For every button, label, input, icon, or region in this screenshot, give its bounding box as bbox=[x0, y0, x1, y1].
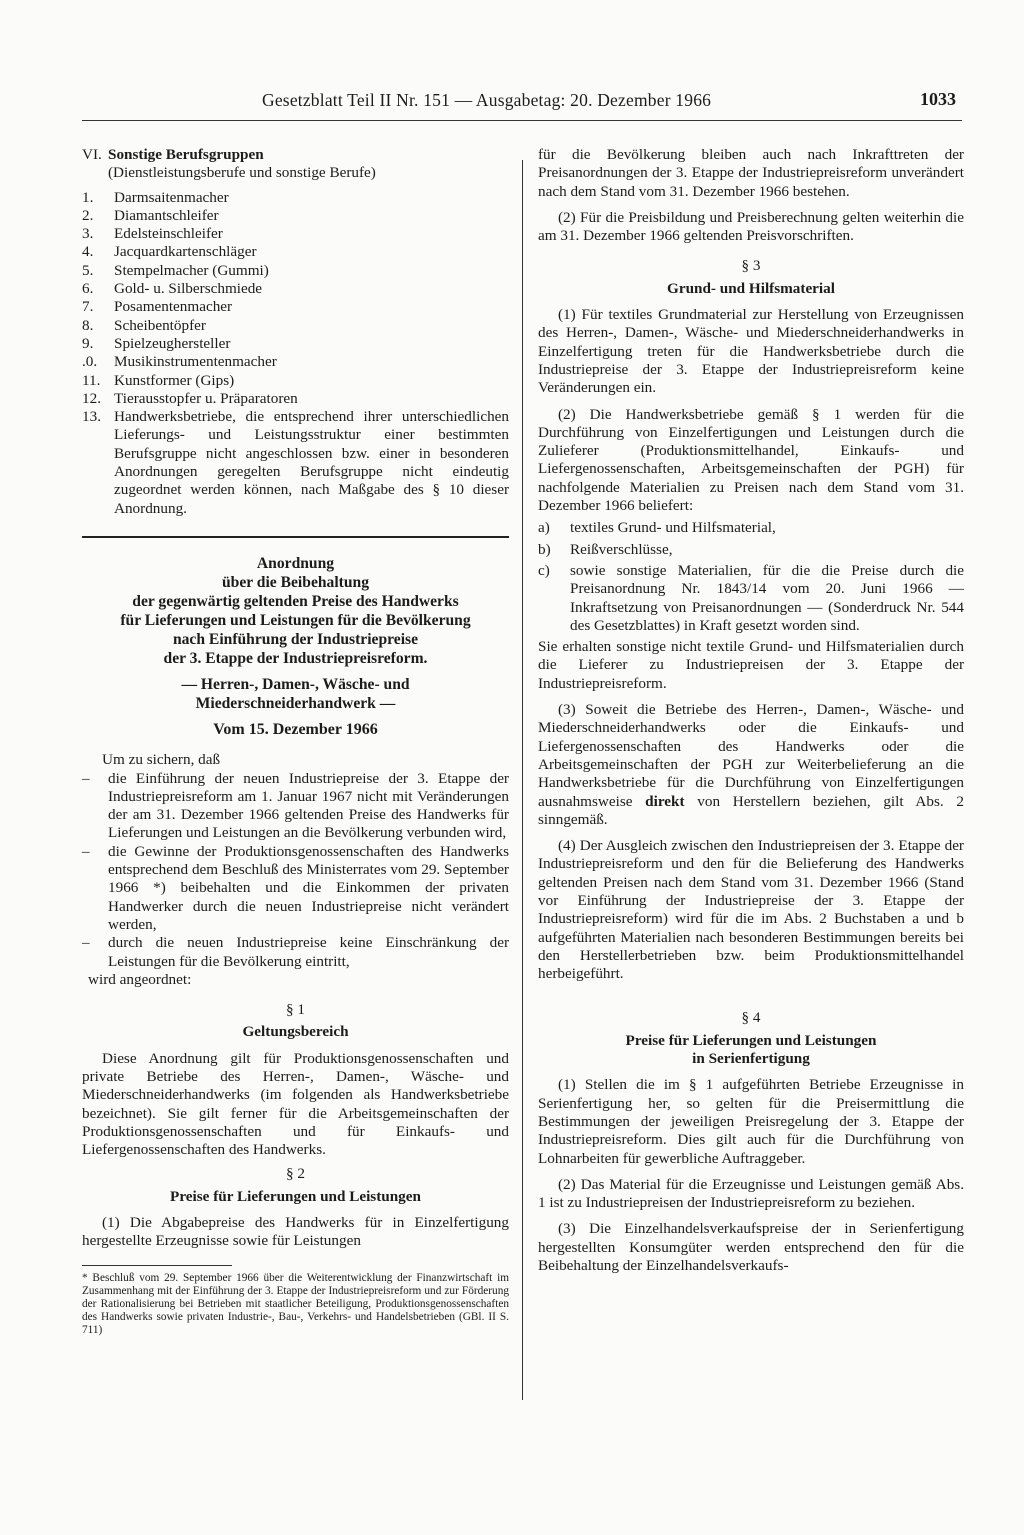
page-number: 1033 bbox=[920, 89, 956, 109]
paragraph-title: Geltungsbereich bbox=[242, 1023, 349, 1041]
occupation-text: Musikinstrumentenmacher bbox=[114, 353, 277, 371]
paragraph-text: für die Bevölkerung bleiben auch nach Inkrafttreten der Preisanordnungen der 3. Etappe der Industriepreisreform unverändert nach dem Stand vom 31. Dezember 1966 bestehen. bbox=[538, 146, 964, 200]
paragraph-number: § 1 bbox=[286, 1001, 305, 1019]
footnote: * Beschluß vom 29. September 1966 über die Weiterentwicklung der Finanzwirtschaft im Zusammenhang mit der Einführung der 3. Etappe der Industriepreisreform und zur Förderung der Rationalisierung bei Betrieben mit staatlicher Beteiligung, Produktionsgenossenschaften des Handwerks sowie privaten Industrie-, Bau-, Verkehrs- und Handelsbetrieben (GBl. II S. 711) bbox=[82, 1271, 509, 1337]
paragraph-text: (1) Für textiles Grundmaterial zur Herstellung von Erzeugnissen des Herren-, Damen-, Wäsche- und Miederschneiderhandwerks in Einzelfertigung treten für die Handwerksbetriebe durch die Industriepreise der 3. Etappe der Industriepreisreform keine Veränderungen ein. bbox=[538, 306, 964, 397]
paragraph-text: (3) Die Einzelhandelsverkaufspreise der in Serienfertigung hergestellten Konsumgüter werden entsprechend den für die Beibehaltung der Einzelhandelsverkaufs- bbox=[538, 1220, 964, 1275]
occupation-item bbox=[82, 372, 509, 390]
paragraph-title-line: in Serienfertigung bbox=[692, 1050, 810, 1068]
occupation-number: 13. bbox=[82, 408, 101, 426]
occupation-number: 2. bbox=[82, 206, 94, 224]
section-number: VI. bbox=[82, 146, 102, 163]
dash-list-item bbox=[82, 843, 509, 934]
occupation-number: 5. bbox=[82, 261, 94, 279]
dash-list-item bbox=[82, 770, 509, 843]
paragraph-title-line: Preise für Lieferungen und Leistungen bbox=[625, 1031, 877, 1049]
occupation-list bbox=[82, 189, 509, 518]
paragraph-number: § 3 bbox=[741, 257, 761, 275]
ordinance-title-line: der 3. Etappe der Industriepreisreform. bbox=[163, 649, 428, 667]
material-item bbox=[538, 562, 964, 635]
ordinance-subtitle-line: Miederschneiderhandwerk — bbox=[195, 694, 396, 712]
intro-text: Um zu sichern, daß bbox=[102, 751, 221, 769]
ordinance-subtitle-line: — Herren-, Damen-, Wäsche- und bbox=[181, 675, 410, 693]
section-heading bbox=[82, 146, 509, 164]
material-label: b) bbox=[538, 540, 551, 558]
occupation-number: 4. bbox=[82, 243, 94, 261]
occupation-item bbox=[82, 189, 509, 207]
material-list bbox=[538, 519, 964, 635]
occupation-text: Jacquardkartenschläger bbox=[114, 243, 257, 261]
dash-bullet: – bbox=[82, 842, 90, 860]
occupation-number: 9. bbox=[82, 334, 94, 352]
occupation-item bbox=[82, 298, 509, 316]
ordinance-subtitle bbox=[82, 675, 509, 713]
ordinance-title-line: Anordnung bbox=[256, 554, 335, 572]
occupation-item bbox=[82, 335, 509, 353]
paragraph-text: Sie erhalten sonstige nicht textile Grund- und Hilfsmaterialien durch die Lieferer zu Industriepreisen der 3. Etappe der Industriepreisreform. bbox=[538, 638, 964, 692]
text-run: von Herstellern beziehen, gilt Abs. 2 sinngemäß. bbox=[538, 792, 964, 828]
material-text: Reißverschlüsse, bbox=[570, 540, 673, 558]
material-text: sowie sonstige Materialien, für die die Preise durch die Preisanordnung Nr. 1843/14 vom 20. Juni 1966 — Inkraftsetzung von Preisanordnungen — (Sonderdruck Nr. 544 des Gesetzblattes) in Kraft gesetzt worden sind. bbox=[570, 561, 964, 634]
occupation-item bbox=[82, 317, 509, 335]
occupation-text: Stempelmacher (Gummi) bbox=[114, 261, 269, 279]
section-separator bbox=[82, 536, 509, 538]
occupation-item bbox=[82, 207, 509, 225]
right-column bbox=[538, 146, 964, 1275]
ordinance-title-line: für Lieferungen und Leistungen für die Bevölkerung bbox=[120, 611, 471, 629]
occupation-number: 1. bbox=[82, 188, 94, 206]
text-run: (3) Soweit die Betriebe des Herren-, Damen-, Wäsche- und Miederschneiderhandwerks oder die Einkaufs- und Liefergenossenschaften des Handwerks oder die Arbeitsgemeinschaften der PGH zur Weiterbelieferung an die Handwerksbetriebe für die Durchführung von Einzelfertigungen ausnahmsweise bbox=[538, 701, 964, 810]
section-subtitle: (Dienstleistungsberufe und sonstige Berufe) bbox=[108, 164, 376, 182]
paragraph-text: (1) Stellen die im § 1 aufgeführten Betriebe Erzeugnisse in Serienfertigung her, so gelten für die Preisermittlung die Bestimmungen der jeweiligen Preisregelung der 3. Etappe der Industriepreisreform. Dies gilt auch für die Durchführung von Lohnarbeiten für gewerbliche Auftraggeber. bbox=[538, 1076, 964, 1167]
occupation-number: 7. bbox=[82, 298, 94, 316]
paragraph-text: (2) Das Material für die Erzeugnisse und Leistungen gemäß Abs. 1 ist zu Industriepreisen der Industriepreisreform zu beziehen. bbox=[538, 1175, 964, 1212]
material-label: a) bbox=[538, 519, 550, 537]
occupation-text: Darmsaitenmacher bbox=[114, 188, 229, 206]
column-divider bbox=[522, 160, 523, 1400]
occupation-text: Handwerksbetriebe, die entsprechend ihrer unterschiedlichen Lieferungs- und Leistungsstruktur einer bestimmten Berufsgruppe nicht angeschlossen bzw. einer in besonderen Anordnungen geregelten Berufsgruppe nicht eindeutig zugeordnet werden können, nach Maßgabe des § 10 dieser Anordnung. bbox=[114, 408, 509, 517]
paragraph-text: (2) Für die Preisbildung und Preisberechnung gelten weiterhin die am 31. Dezember 1966 geltenden Preisvorschriften. bbox=[538, 208, 964, 245]
paragraph-text: Diese Anordnung gilt für Produktionsgenossenschaften und private Betriebe des Herren-, Damen-, Wäsche- und Miederschneiderhandwerks (im folgenden als Handwerksbetriebe bezeichnet). Sie gilt ferner für die Arbeitsgemeinschaften der Produktionsgenossenschaften und für Einkaufs- und Liefergenossenschaften des Handwerks. bbox=[82, 1049, 509, 1159]
occupation-text: Spielzeughersteller bbox=[114, 334, 231, 352]
ordinance-date: Vom 15. Dezember 1966 bbox=[213, 720, 378, 738]
paragraph-number: § 2 bbox=[286, 1165, 305, 1183]
paragraph-text: (1) Die Abgabepreise des Handwerks für in Einzelfertigung hergestellte Erzeugnisse sowie für Leistungen bbox=[82, 1214, 509, 1250]
paragraph-number: § 4 bbox=[741, 1009, 761, 1027]
material-label: c) bbox=[538, 561, 550, 579]
dash-list-item bbox=[82, 934, 509, 971]
dash-item-text: durch die neuen Industriepreise keine Einschränkung der Leistungen für die Bevölkerung eintritt, bbox=[108, 934, 509, 970]
occupation-item bbox=[82, 390, 509, 408]
paragraph-title bbox=[538, 1032, 964, 1069]
occupation-item bbox=[82, 225, 509, 243]
paragraph-text: (2) Die Handwerksbetriebe gemäß § 1 werden für die Durchführung von Einzelfertigungen und Leistungen durch die Zulieferer (Produktionsmittelhandel, Einkaufs- und Liefergenossenschaften, Arbeitsgemeinschaften der PGH) für nachfolgende Materialien zu Preisen nach dem Stand vom 31. Dezember 1966 beliefert: bbox=[538, 405, 964, 515]
header-title: Gesetzblatt Teil II Nr. 151 — Ausgabetag: 20. Dezember 1966 bbox=[262, 90, 712, 110]
dash-item-text: die Einführung der neuen Industriepreise der 3. Etappe der Industriepreisreform am 1. Januar 1967 nicht mit Veränderungen der am 31. Dezember 1966 geltenden Preise des Handwerks für Lieferungen und Leistungen an die Bevölkerung verbunden wird, bbox=[108, 769, 509, 842]
dash-bullet: – bbox=[82, 934, 90, 952]
material-item bbox=[538, 541, 964, 559]
occupation-text: Tierausstopfer u. Präparatoren bbox=[114, 389, 298, 407]
paragraph-title: Grund- und Hilfsmaterial bbox=[667, 279, 835, 297]
ordinance-title-line: nach Einführung der Industriepreise bbox=[172, 630, 419, 648]
ordinance-title-line: der gegenwärtig geltenden Preise des Handwerks bbox=[132, 592, 459, 610]
occupation-item bbox=[82, 262, 509, 280]
occupation-item bbox=[82, 280, 509, 298]
footnote-rule bbox=[82, 1265, 232, 1266]
occupation-text: Scheibentöpfer bbox=[114, 316, 206, 334]
occupation-text: Edelsteinschleifer bbox=[114, 225, 223, 243]
occupation-number: 8. bbox=[82, 316, 94, 334]
ordinance-title-line: über die Beibehaltung bbox=[221, 573, 369, 591]
occupation-item bbox=[82, 353, 509, 371]
emphasis-text: direkt bbox=[645, 792, 685, 810]
occupation-text: Posamentenmacher bbox=[114, 298, 233, 316]
intro-closing: wird angeordnet: bbox=[88, 970, 192, 988]
section-title: Sonstige Berufsgruppen bbox=[108, 146, 264, 163]
occupation-number: 6. bbox=[82, 280, 94, 298]
page-header bbox=[82, 84, 962, 120]
intro-dash-list bbox=[82, 770, 509, 971]
occupation-item bbox=[82, 408, 509, 518]
left-column bbox=[82, 146, 509, 1338]
paragraph-text bbox=[538, 701, 964, 829]
material-text: textiles Grund- und Hilfsmaterial, bbox=[570, 519, 776, 537]
occupation-item bbox=[82, 243, 509, 261]
occupation-text: Gold- u. Silberschmiede bbox=[114, 280, 263, 298]
paragraph-title: Preise für Lieferungen und Leistungen bbox=[170, 1187, 421, 1205]
material-item bbox=[538, 519, 964, 537]
dash-bullet: – bbox=[82, 769, 90, 787]
occupation-number: 3. bbox=[82, 225, 94, 243]
paragraph-text: (4) Der Ausgleich zwischen den Industriepreisen der 3. Etappe der Industriepreisreform und den für die Belieferung des Handwerks geltenden Preisen nach dem Stand vom 31. Dezember 1966 (Stand vor Einführung der Industriepreise der 3. Etappe der Industriepreisreform) wird für die im Abs. 2 Buchstaben a und b aufgeführten Materialien nach besonderen Bestimmungen bereits bei den Herstellerbetrieben bzw. beim Produktionsmittelhandel herbeigeführt. bbox=[538, 837, 964, 983]
occupation-number: 12. bbox=[82, 389, 101, 407]
ordinance-title bbox=[82, 554, 509, 668]
occupation-number: 11. bbox=[82, 371, 101, 389]
occupation-number: .0. bbox=[82, 353, 98, 371]
dash-item-text: die Gewinne der Produktionsgenossenschaften des Handwerks entsprechend dem Beschluß des Ministerrates vom 29. September 1966 *) beibehalten und die Einkommen der privaten Handwerker durch die neuen Industriepreise nicht verändert werden, bbox=[108, 842, 509, 933]
occupation-text: Diamantschleifer bbox=[114, 206, 219, 224]
header-rule bbox=[82, 120, 962, 121]
occupation-text: Kunstformer (Gips) bbox=[114, 371, 235, 389]
